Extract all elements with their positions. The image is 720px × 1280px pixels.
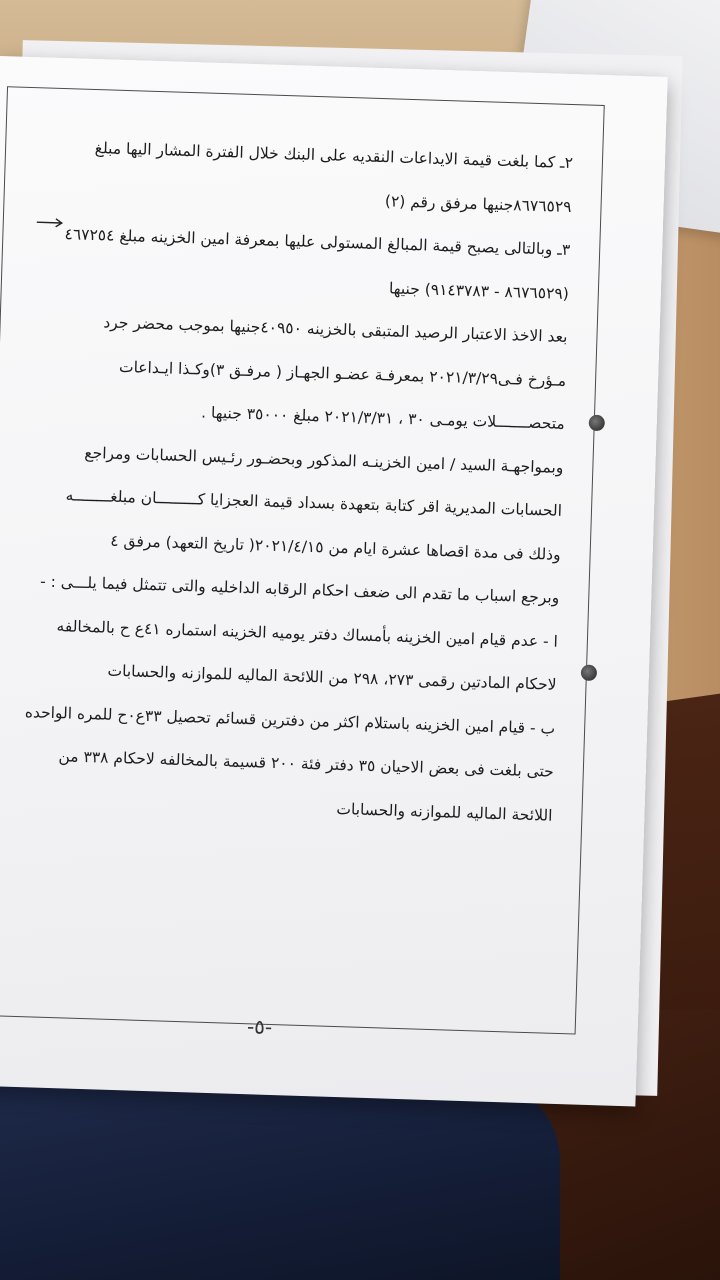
text-line: (٨٦٧٦٥٢٩ - ٩١٤٣٧٨٣) جنيها xyxy=(388,278,570,303)
text-line: اللائحة الماليه للموازنه والحسابات xyxy=(336,799,553,825)
text-line: ٣ـ وبالتالى يصبح قيمة المبالغ المستولى عليها بمعرفة امين الخزينه مبلغ ٤٦٧٢٥٤ xyxy=(64,225,571,260)
text-line: وبرجع اسباب ما تقدم الى ضعف احكام الرقابه الداخليه والتى تتمثل فيما يلـــى : - xyxy=(39,572,560,607)
text-line: ب - قيام امين الخزينه باستلام اكثر من دفترين قسائم تحصيل ٣٣ع٠ح للمره الواحده xyxy=(24,702,556,738)
text-line: ٢ـ كما بلغت قيمة الايداعات النقديه على البنك خلال الفترة المشار اليها مبلغ xyxy=(94,139,574,173)
text-line: وبمواجهـة السيد / امين الخزينـه المذكور وبحضـور رئـيس الحسابات ومراجع xyxy=(84,443,564,477)
text-line: بعد الاخذ الاعتبار الرصيد المتبقى بالخزينه ٤٠٩٥٠جنيها بموجب محضر جرد xyxy=(103,313,568,346)
document-page xyxy=(0,56,668,1106)
text-line: وذلك فى مدة اقصاها عشرة ايام من ٢٠٢١/٤/١٥( تاريخ التعهد) مرفق ٤ xyxy=(110,531,561,564)
text-line: متحصـــــــلات يومـى ٣٠ ، ٢٠٢١/٣/٣١ مبلغ ٣٥٠٠٠ جنيها . xyxy=(200,403,566,433)
document-body xyxy=(12,125,574,838)
punch-hole xyxy=(581,665,597,681)
text-line: لاحكام المادتين رقمى ٢٧٣، ٢٩٨ من اللائحة الماليه للموازنه والحسابات xyxy=(107,661,557,694)
dark-cloth xyxy=(0,1080,560,1280)
text-line: ٨٦٧٦٥٢٩جنيها مرفق رقم (٢) xyxy=(384,191,572,216)
text-line: حتى بلغت فى بعض الاحيان ٣٥ دفتر فئة ٢٠٠ قسيمة بالمخالفه لاحكام ٣٣٨ من xyxy=(58,747,555,781)
text-line: الحسابات المديرية اقر كتابة بتعهدة بسداد قيمة العجزايا كـــــــــان مبلغــــــــه xyxy=(65,486,563,520)
text-line: ا - عدم قيام امين الخزينه بأمساك دفتر يوميه الخزينه استماره ٤١ع ح بالمخالفه xyxy=(56,616,559,651)
text-line: مـؤرخ فـى٢٠٢١/٣/٢٩ بمعرفـة عضـو الجهـاز ( مرفـق ٣)وكـذا ايـداعات xyxy=(118,357,567,390)
punch-hole xyxy=(589,415,605,431)
page-number: -٥- xyxy=(246,1014,273,1040)
